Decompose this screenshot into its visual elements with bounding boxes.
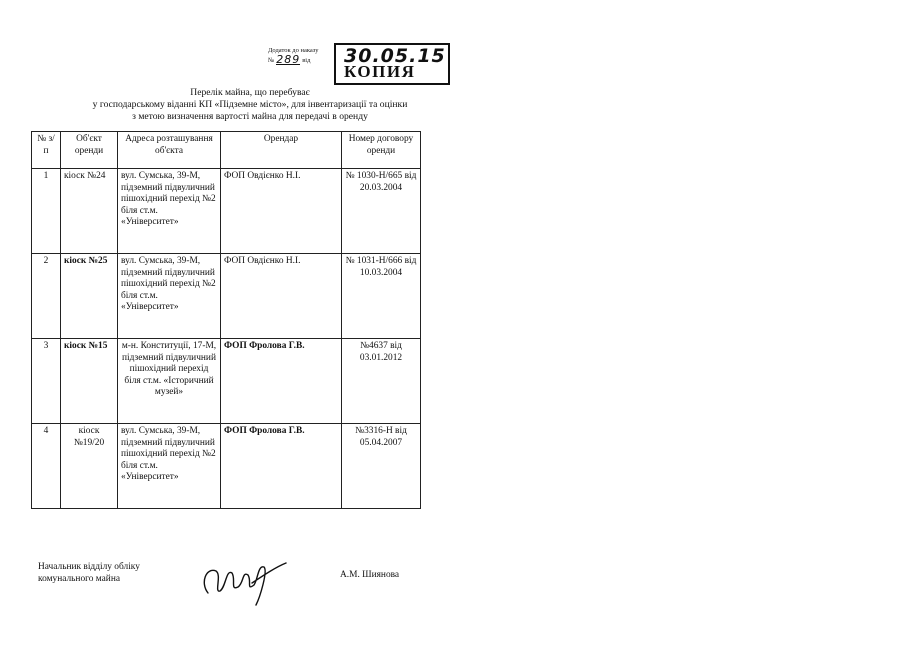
header-address: Адреса розташування об'єкта [118,132,221,169]
signatory-position [38,561,140,585]
cell-address: вул. Сумська, 39-М, підземний підвуличний пішохідний перехід №2 біля ст.м. «Університет» [118,424,221,509]
table-header-row [32,132,421,169]
position-line1: Начальник відділу обліку [38,562,140,572]
cell-object: кіоск №25 [61,254,118,339]
cell-num: 3 [32,339,61,424]
annex-number: 289 [276,53,301,66]
table-row [32,169,421,254]
signer-name: А.М. Шиянова [340,570,400,580]
stamp-text: КОПИЯ [344,62,416,81]
annex-line1: Додаток до наказу [268,47,319,54]
table-row [32,424,421,509]
annex-no-label: № [268,57,275,64]
annex-from-label: від [302,57,311,64]
cell-contract: №4637 від 03.01.2012 [342,339,421,424]
cell-address: вул. Сумська, 39-М, підземний підвуличний пішохідний перехід №2 біля ст.м. «Університет» [118,169,221,254]
document-title [30,87,470,123]
cell-object: кіоск №15 [61,339,118,424]
table-row [32,339,421,424]
position-line2: комунального майна [38,574,120,584]
cell-address: м-н. Конституції, 17-М, підземний підвуличний пішохідний перехід біля ст.м. «Історичний музей» [118,339,221,424]
copy-stamp [334,43,450,85]
cell-num: 2 [32,254,61,339]
cell-object: кіоск №24 [61,169,118,254]
cell-address: вул. Сумська, 39-М, підземний підвуличний пішохідний перехід №2 біля ст.м. «Університет» [118,254,221,339]
cell-object: кіоск №19/20 [61,424,118,509]
cell-contract: № 1031-Н/666 від 10.03.2004 [342,254,421,339]
cell-contract: №3316-Н від 05.04.2007 [342,424,421,509]
annex-line2 [268,55,336,65]
cell-tenant: ФОП Фролова Г.В. [221,339,342,424]
cell-tenant: ФОП Овдієнко Н.І. [221,254,342,339]
header-num: № з/п [32,132,61,169]
annex-note [268,47,336,65]
cell-tenant: ФОП Фролова Г.В. [221,424,342,509]
handwritten-signature [196,553,288,614]
cell-tenant: ФОП Овдієнко Н.І. [221,169,342,254]
header-object: Об'єкт оренди [61,132,118,169]
title-line3: з метою визначення вартості майна для передачі в оренду [132,111,368,122]
header-tenant: Орендар [221,132,342,169]
cell-num: 4 [32,424,61,509]
title-line2: у господарському віданні КП «Підземне місто», для інвентаризації та оцінки [92,99,408,110]
stamp-date: 30.05.15 [344,45,446,67]
cell-num: 1 [32,169,61,254]
header-contract: Номер договору оренди [342,132,421,169]
property-table [31,131,421,509]
title-line1: Перелік майна, що перебуває [190,87,310,98]
table-row [32,254,421,339]
cell-contract: № 1030-Н/665 від 20.03.2004 [342,169,421,254]
